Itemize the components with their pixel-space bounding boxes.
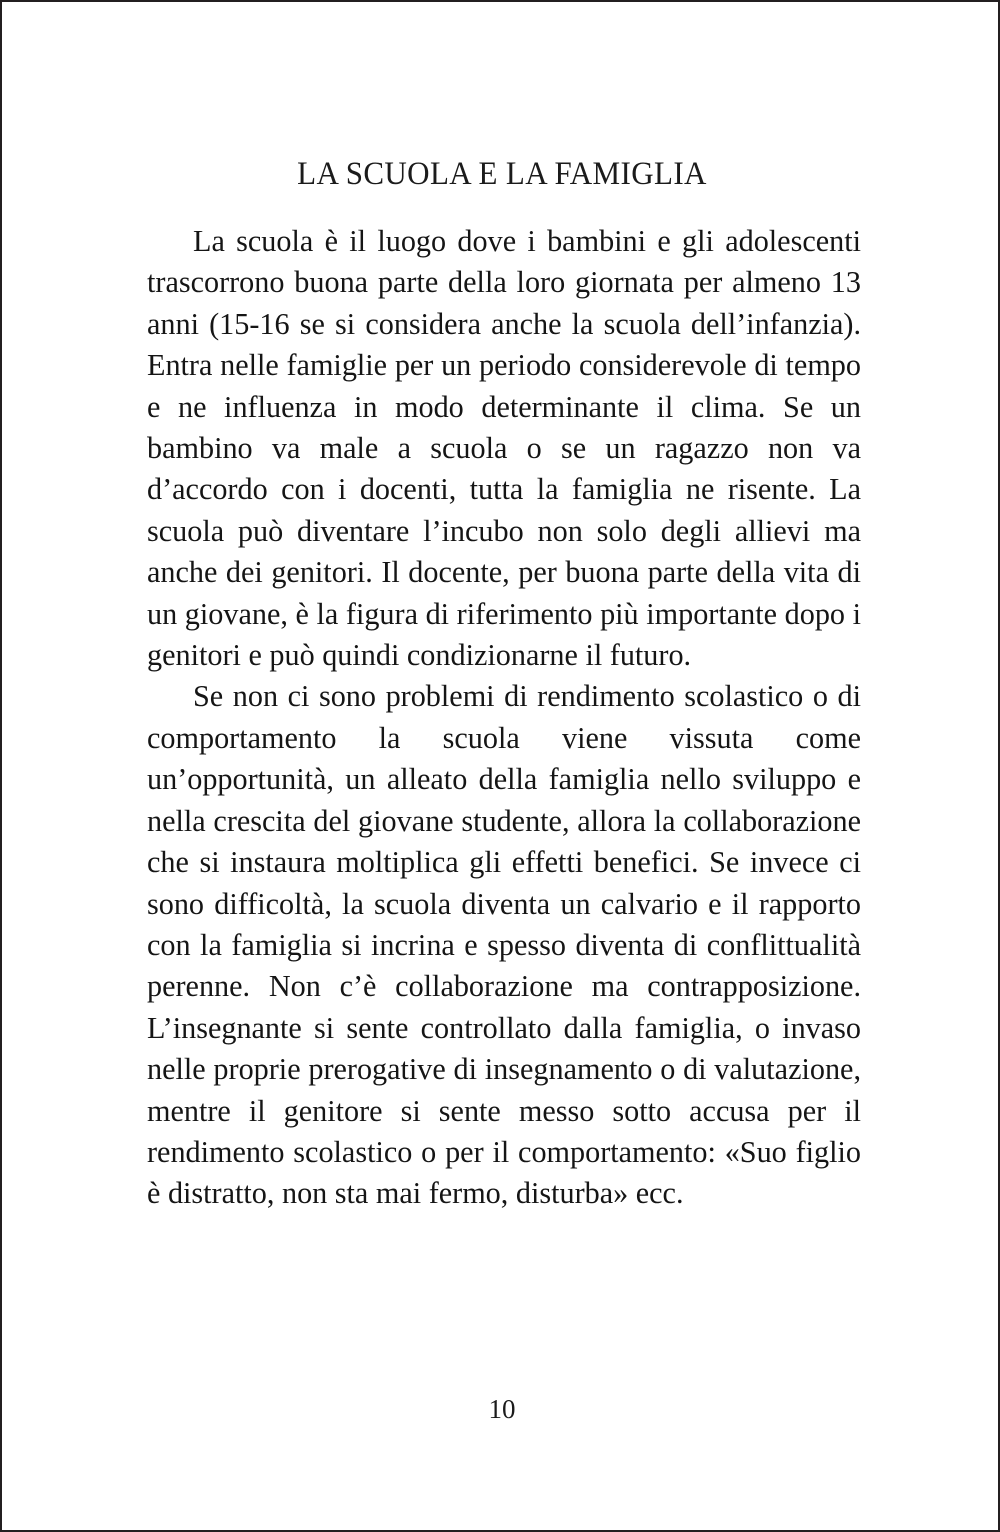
body-text-block [147,221,861,1215]
chapter-title: LA SCUOLA E LA FAMIGLIA [297,156,707,193]
page-number: 10 [488,1394,516,1424]
body-paragraph: Se non ci sono problemi di rendimento scolastico o di comportamento la scuola viene vissuta come un’opportunità, un alleato della famiglia nello sviluppo e nella crescita del giovane studente, allora la collaborazione che si instaura moltiplica gli effetti benefici. Se invece ci sono difficoltà, la scuola diventa un calvario e il rapporto con la famiglia si incrina e spesso diventa di conflittualità perenne. Non c’è collaborazione ma contrapposizione. L’insegnante si sente controllato dalla famiglia, o invaso nelle proprie prerogative di insegnamento o di valutazione, mentre il genitore si sente messo sotto accusa per il rendimento scolastico o per il comportamento: «Suo figlio è distratto, non sta mai fermo, disturba» ecc. [147,679,861,1211]
body-paragraph: La scuola è il luogo dove i bambini e gli adolescenti trascorrono buona parte della loro giornata per almeno 13 anni (15-16 se si considera anche la scuola dell’infanzia). Entra nelle famiglie per un periodo considerevole di tempo e ne influenza in modo determinante il clima. Se un bambino va male a scuola o se un ragazzo non va d’accordo con i docenti, tutta la famiglia ne risente. La scuola può diventare l’incubo non solo degli allievi ma anche dei genitori. Il docente, per buona parte della vita di un giovane, è la figura di riferimento più importante dopo i genitori e può quindi condizionarne il futuro. [147,224,861,673]
